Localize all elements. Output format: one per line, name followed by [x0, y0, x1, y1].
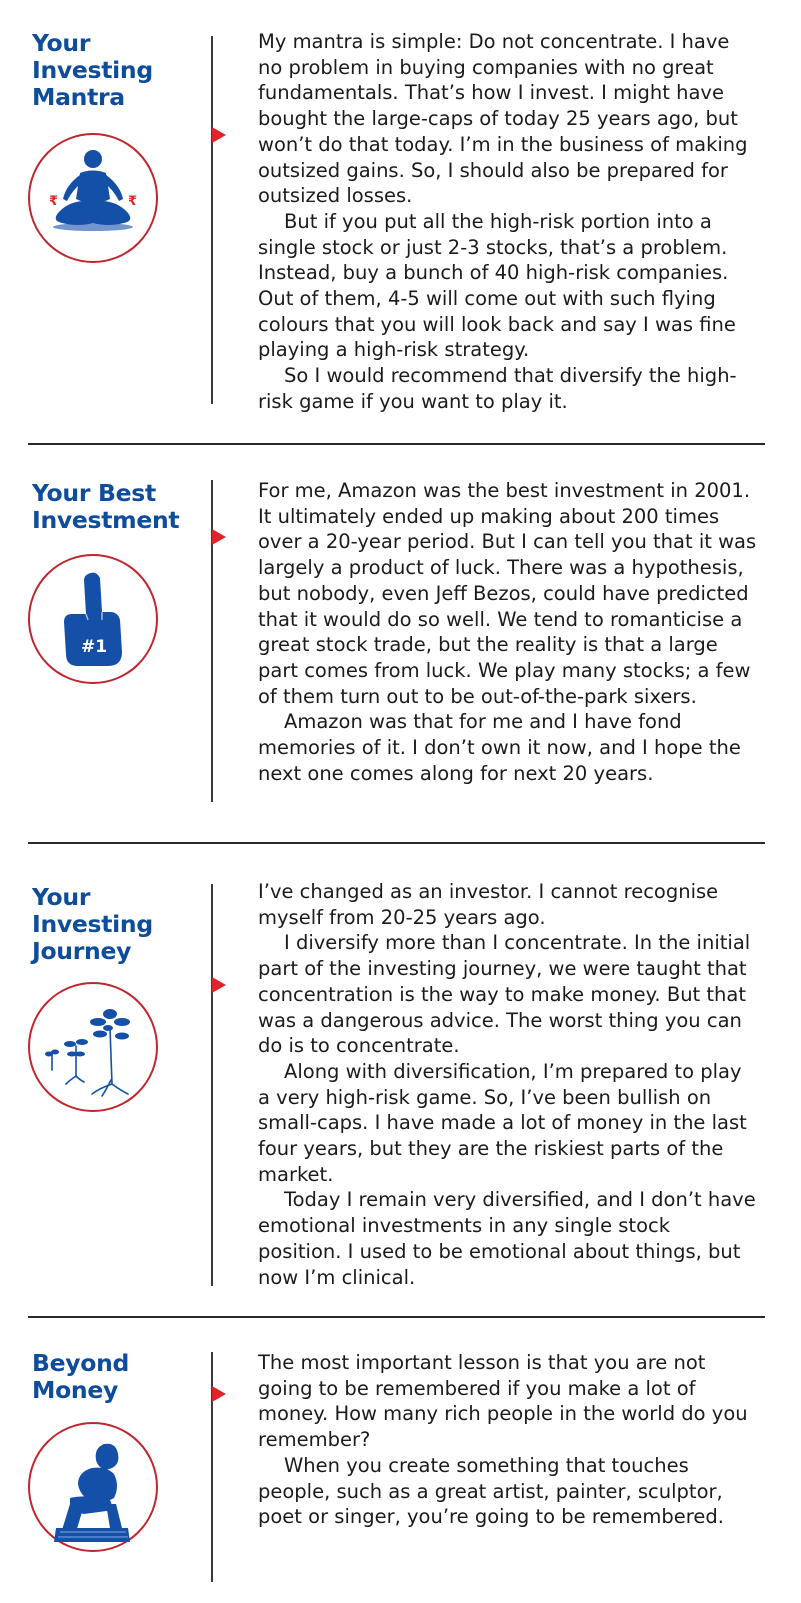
- paragraph: Along with diversification, I’m prepared to play a very high-risk game. So, I’ve been bullish on small-caps. I have made a lot of money in the last four years, but they are the riskiest parts of the market.: [258, 1059, 747, 1186]
- paragraph: Today I remain very diversified, and I don’t have emotional investments in any single stock position. I used to be emotional about things, but now I’m clinical.: [258, 1188, 756, 1289]
- section-body: [258, 879, 758, 1290]
- pointer-arrow-icon: [212, 1386, 226, 1402]
- paragraph: I diversify more than I concentrate. In the initial part of the investing journey, we were taught that concentration is the way to make money. But that was a dangerous advice. The worst thing you can do is to concentrate.: [258, 931, 751, 1058]
- svg-text:₹: ₹: [128, 194, 138, 209]
- section-heading: Your Investing Mantra: [32, 29, 153, 111]
- vertical-rule: [211, 36, 213, 404]
- svg-text:₹: ₹: [49, 194, 59, 209]
- paragraph: So I would recommend that diversify the high-risk game if you want to play it.: [258, 364, 737, 413]
- section-divider: [28, 1316, 765, 1318]
- paragraph: My mantra is simple: Do not concentrate. I have no problem in buying companies with no great fundamentals. That’s how I invest. I might have bought the large-caps of today 25 years ago, but won’t do that today. I’m in the business of making outsized gains. So, I should also be prepared for outsized losses.: [258, 30, 748, 208]
- thinker-statue-icon: [28, 1422, 158, 1552]
- paragraph: But if you put all the high-risk portion into a single stock or just 2-3 stocks, that’s a problem. Instead, buy a bunch of 40 high-risk companies. Out of them, 4-5 will come out with such flying colours that you will look back and say I was fine playing a high-risk strategy.: [258, 209, 736, 362]
- section-heading: Beyond Money: [32, 1349, 130, 1404]
- section-divider: [28, 842, 765, 844]
- vertical-rule: [211, 884, 213, 1286]
- paragraph: I’ve changed as an investor. I cannot recognise myself from 20-25 years ago.: [258, 880, 719, 929]
- paragraph: For me, Amazon was the best investment in 2001. It ultimately ended up making about 200 times over a 20-year period. But I can tell you that it was largely a product of luck. There was a hypothesis, but nobody, even Jeff Bezos, could have predicted that it would do so well. We tend to romanticise a great stock trade, but the reality is that a large part comes from luck. We play many stocks; a few of them turn out to be out-of-the-park sixers.: [258, 479, 757, 708]
- pointer-arrow-icon: [212, 127, 226, 143]
- pointer-arrow-icon: [212, 977, 226, 993]
- pointer-arrow-icon: [212, 529, 226, 545]
- foam-finger-icon: [28, 554, 158, 684]
- section-heading: Your Best Investment: [32, 479, 180, 534]
- section-body: [258, 1350, 758, 1530]
- section-body: [258, 478, 758, 786]
- paragraph: The most important lesson is that you are not going to be remembered if you make a lot of money. How many rich people in the world do you remember?: [258, 1351, 748, 1452]
- svg-text:#1: #1: [80, 637, 108, 657]
- paragraph: When you create something that touches people, such as a great artist, painter, sculptor, poet or singer, you’re going to be remembered.: [258, 1453, 724, 1529]
- paragraph: Amazon was that for me and I have fond memories of it. I don’t own it now, and I hope the next one comes along for next 20 years.: [258, 710, 741, 785]
- meditating-investor-icon: [28, 133, 158, 263]
- growing-plants-icon: [28, 982, 158, 1112]
- section-divider: [28, 443, 765, 445]
- section-body: [258, 29, 758, 415]
- section-heading: Your Investing Journey: [32, 883, 153, 965]
